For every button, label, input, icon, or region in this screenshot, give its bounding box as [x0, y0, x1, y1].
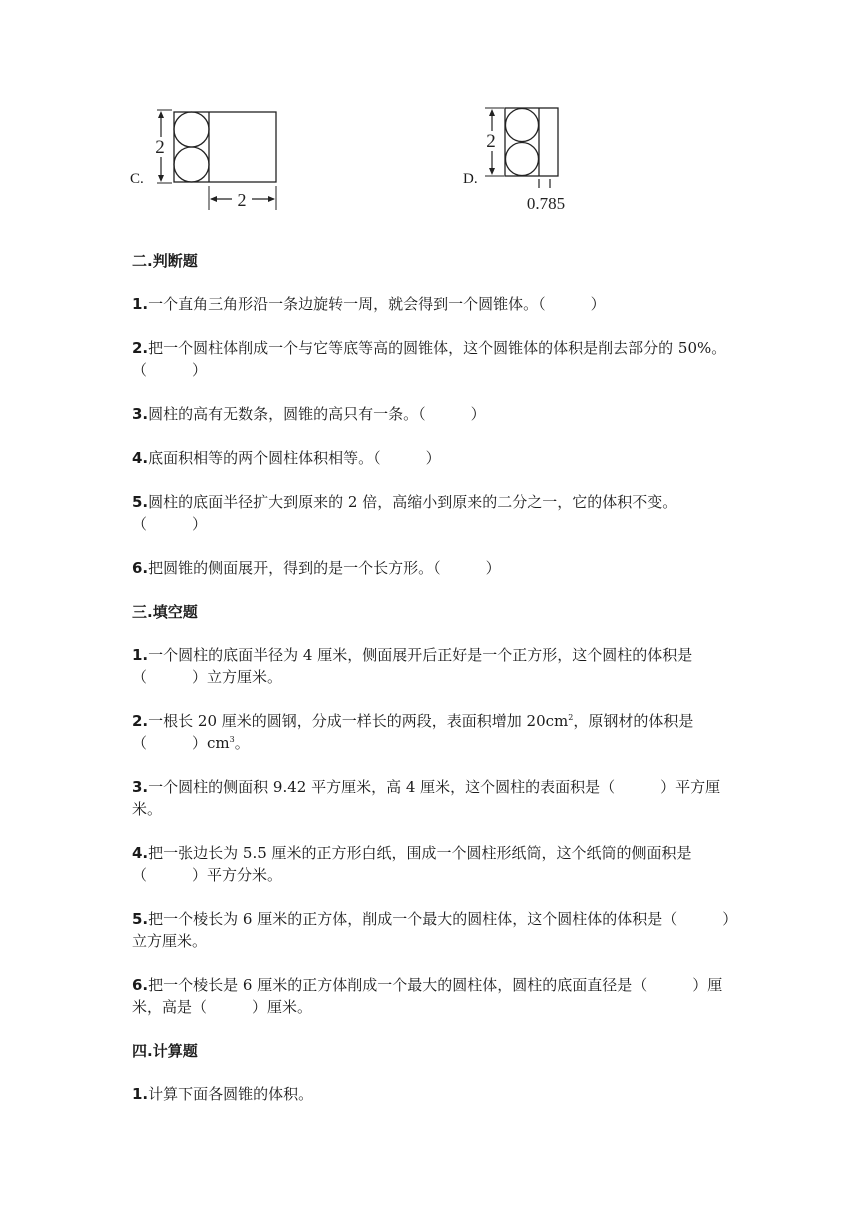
- option-c-label: C.: [130, 171, 144, 187]
- question-number: 1.: [132, 295, 149, 313]
- question-item: [132, 776, 732, 820]
- question-number: 1.: [132, 1085, 149, 1103]
- option-d-height-label: 2: [486, 131, 496, 152]
- question-text: 把一个圆柱体削成一个与它等底等高的圆锥体，这个圆锥体的体积是削去部分的 50%。（ ）: [132, 339, 727, 379]
- question-number: 3.: [132, 778, 149, 796]
- question-text: 一根长 20 厘米的圆钢，分成一样长的两段，表面积增加 20cm: [148, 712, 569, 730]
- question-text: 把一个棱长为 6 厘米的正方体，削成一个最大的圆柱体，这个圆柱体的体积是（ ）立方厘米。: [132, 910, 730, 950]
- question-text: 圆柱的高有无数条，圆锥的高只有一条。（ ）: [148, 405, 486, 423]
- question-item: [132, 293, 732, 315]
- question-item: [132, 842, 732, 886]
- option-c-width-label: 2: [237, 190, 247, 210]
- option-c-figure: [148, 106, 288, 212]
- question-item: [132, 974, 732, 1018]
- superscript: 2: [568, 713, 574, 722]
- question-item: [132, 1083, 732, 1105]
- section-fill-blank: [132, 601, 732, 1018]
- question-number: 1.: [132, 646, 149, 664]
- question-text: 一个圆柱的底面半径为 4 厘米，侧面展开后正好是一个正方形，这个圆柱的体积是（ ）立方厘米。: [132, 646, 693, 686]
- question-text: 底面积相等的两个圆柱体积相等。（ ）: [148, 449, 441, 467]
- question-text: 计算下面各圆锥的体积。: [148, 1085, 314, 1103]
- question-text: 一个直角三角形沿一条边旋转一周，就会得到一个圆锥体。（ ）: [148, 295, 606, 313]
- section-calculation: [132, 1040, 732, 1105]
- section-title: 三.填空题: [132, 603, 198, 621]
- question-text: 。: [234, 734, 250, 752]
- section-title: 二.判断题: [132, 252, 198, 270]
- question-number: 2.: [132, 712, 149, 730]
- question-item: [132, 644, 732, 688]
- option-d-figure: [480, 104, 580, 214]
- question-text: 一个圆柱的侧面积 9.42 平方厘米，高 4 厘米，这个圆柱的表面积是（ ）平方厘米。: [132, 778, 721, 818]
- question-item: [132, 710, 732, 754]
- question-item: [132, 557, 732, 579]
- section-judgement: [132, 250, 732, 579]
- question-number: 2.: [132, 339, 149, 357]
- question-item: [132, 491, 732, 535]
- question-text: 把一个棱长是 6 厘米的正方体削成一个最大的圆柱体，圆柱的底面直径是（ ）厘米，高是（ ）厘米。: [132, 976, 723, 1016]
- option-d-width-label: 0.785: [526, 194, 566, 213]
- question-item: [132, 908, 732, 952]
- question-number: 6.: [132, 559, 149, 577]
- question-text: 把圆锥的侧面展开，得到的是一个长方形。（ ）: [148, 559, 501, 577]
- question-item: [132, 447, 732, 469]
- question-item: [132, 403, 732, 425]
- question-number: 3.: [132, 405, 149, 423]
- question-text: 把一张边长为 5.5 厘米的正方形白纸，围成一个圆柱形纸筒，这个纸筒的侧面积是（ ）平方分米。: [132, 844, 692, 884]
- question-number: 5.: [132, 493, 149, 511]
- question-text: ，原钢材的体积是（ ）cm: [132, 712, 694, 752]
- question-number: 4.: [132, 449, 149, 467]
- option-d-label: D.: [463, 171, 478, 187]
- question-number: 5.: [132, 910, 149, 928]
- section-title: 四.计算题: [132, 1042, 198, 1060]
- question-content: [132, 250, 732, 1127]
- superscript: 3: [229, 735, 235, 744]
- question-text: 圆柱的底面半径扩大到原来的 2 倍，高缩小到原来的二分之一，它的体积不变。（ ）: [132, 493, 678, 533]
- option-c-height-label: 2: [155, 137, 165, 158]
- question-item: [132, 337, 732, 381]
- question-number: 6.: [132, 976, 149, 994]
- question-number: 4.: [132, 844, 149, 862]
